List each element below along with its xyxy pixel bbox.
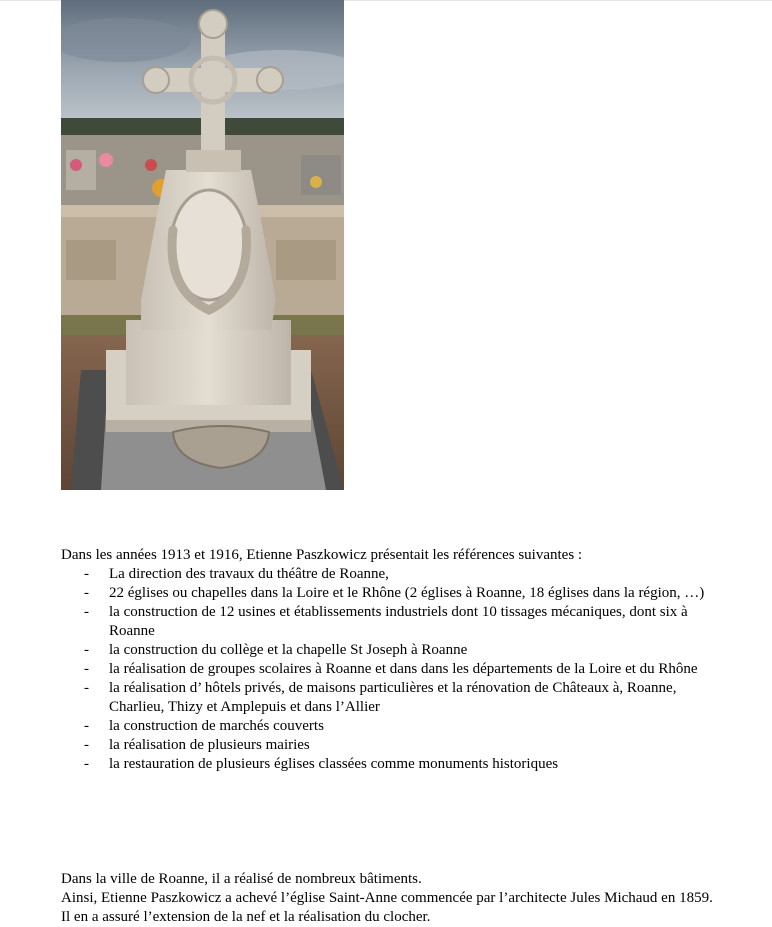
bullet-dash: - [84,566,89,582]
list-item [61,679,721,717]
bullet-dash: - [84,642,89,658]
bullet-dash: - [84,718,89,734]
references-list [61,565,721,774]
list-item-text: la restauration de plusieurs églises classées comme monuments historiques [109,756,559,772]
list-item [61,603,721,641]
list-item [61,660,721,679]
list-item-text: la construction du collège et la chapelle St Joseph à Roanne [109,642,468,658]
list-item-text: la construction de marchés couverts [109,718,324,734]
saint-anne-paragraph: Ainsi, Etienne Paszkowicz a achevé l’église Saint-Anne commencée par l’architecte Jules Michaud en 1859. Il en a assuré l’extension de la nef et la réalisation du clocher. [61,890,713,925]
grave-monument-illustration [61,0,344,490]
grave-monument-photo [61,0,344,490]
bullet-dash: - [84,756,89,772]
list-item-text: la réalisation de plusieurs mairies [109,737,310,753]
list-item [61,736,721,755]
list-item-text: la construction de 12 usines et établissements industriels dont 10 tissages mécaniques, dont six à Roanne [109,604,688,639]
bullet-dash: - [84,604,89,620]
list-item [61,584,721,603]
bullet-dash: - [84,585,89,601]
list-item-text: La direction des travaux du théâtre de Roanne, [109,566,389,582]
list-item [61,641,721,660]
list-item [61,755,721,774]
list-item-text: 22 églises ou chapelles dans la Loire et le Rhône (2 églises à Roanne, 18 églises dans la région, …) [109,585,705,601]
list-item-text: la réalisation d’ hôtels privés, de maisons particulières et la rénovation de Châteaux à, Roanne, Charlieu, Thizy et Amplepuis et dans l’Allier [109,680,677,715]
list-item [61,717,721,736]
bullet-dash: - [84,680,89,696]
bullet-dash: - [84,737,89,753]
bullet-dash: - [84,661,89,677]
references-intro: Dans les années 1913 et 1916, Etienne Paszkowicz présentait les références suivantes : [61,547,583,563]
roanne-paragraph: Dans la ville de Roanne, il a réalisé de nombreux bâtiments. [61,871,422,887]
list-item-text: la réalisation de groupes scolaires à Roanne et dans dans les départements de la Loire et du Rhône [109,661,698,677]
list-item [61,565,721,584]
